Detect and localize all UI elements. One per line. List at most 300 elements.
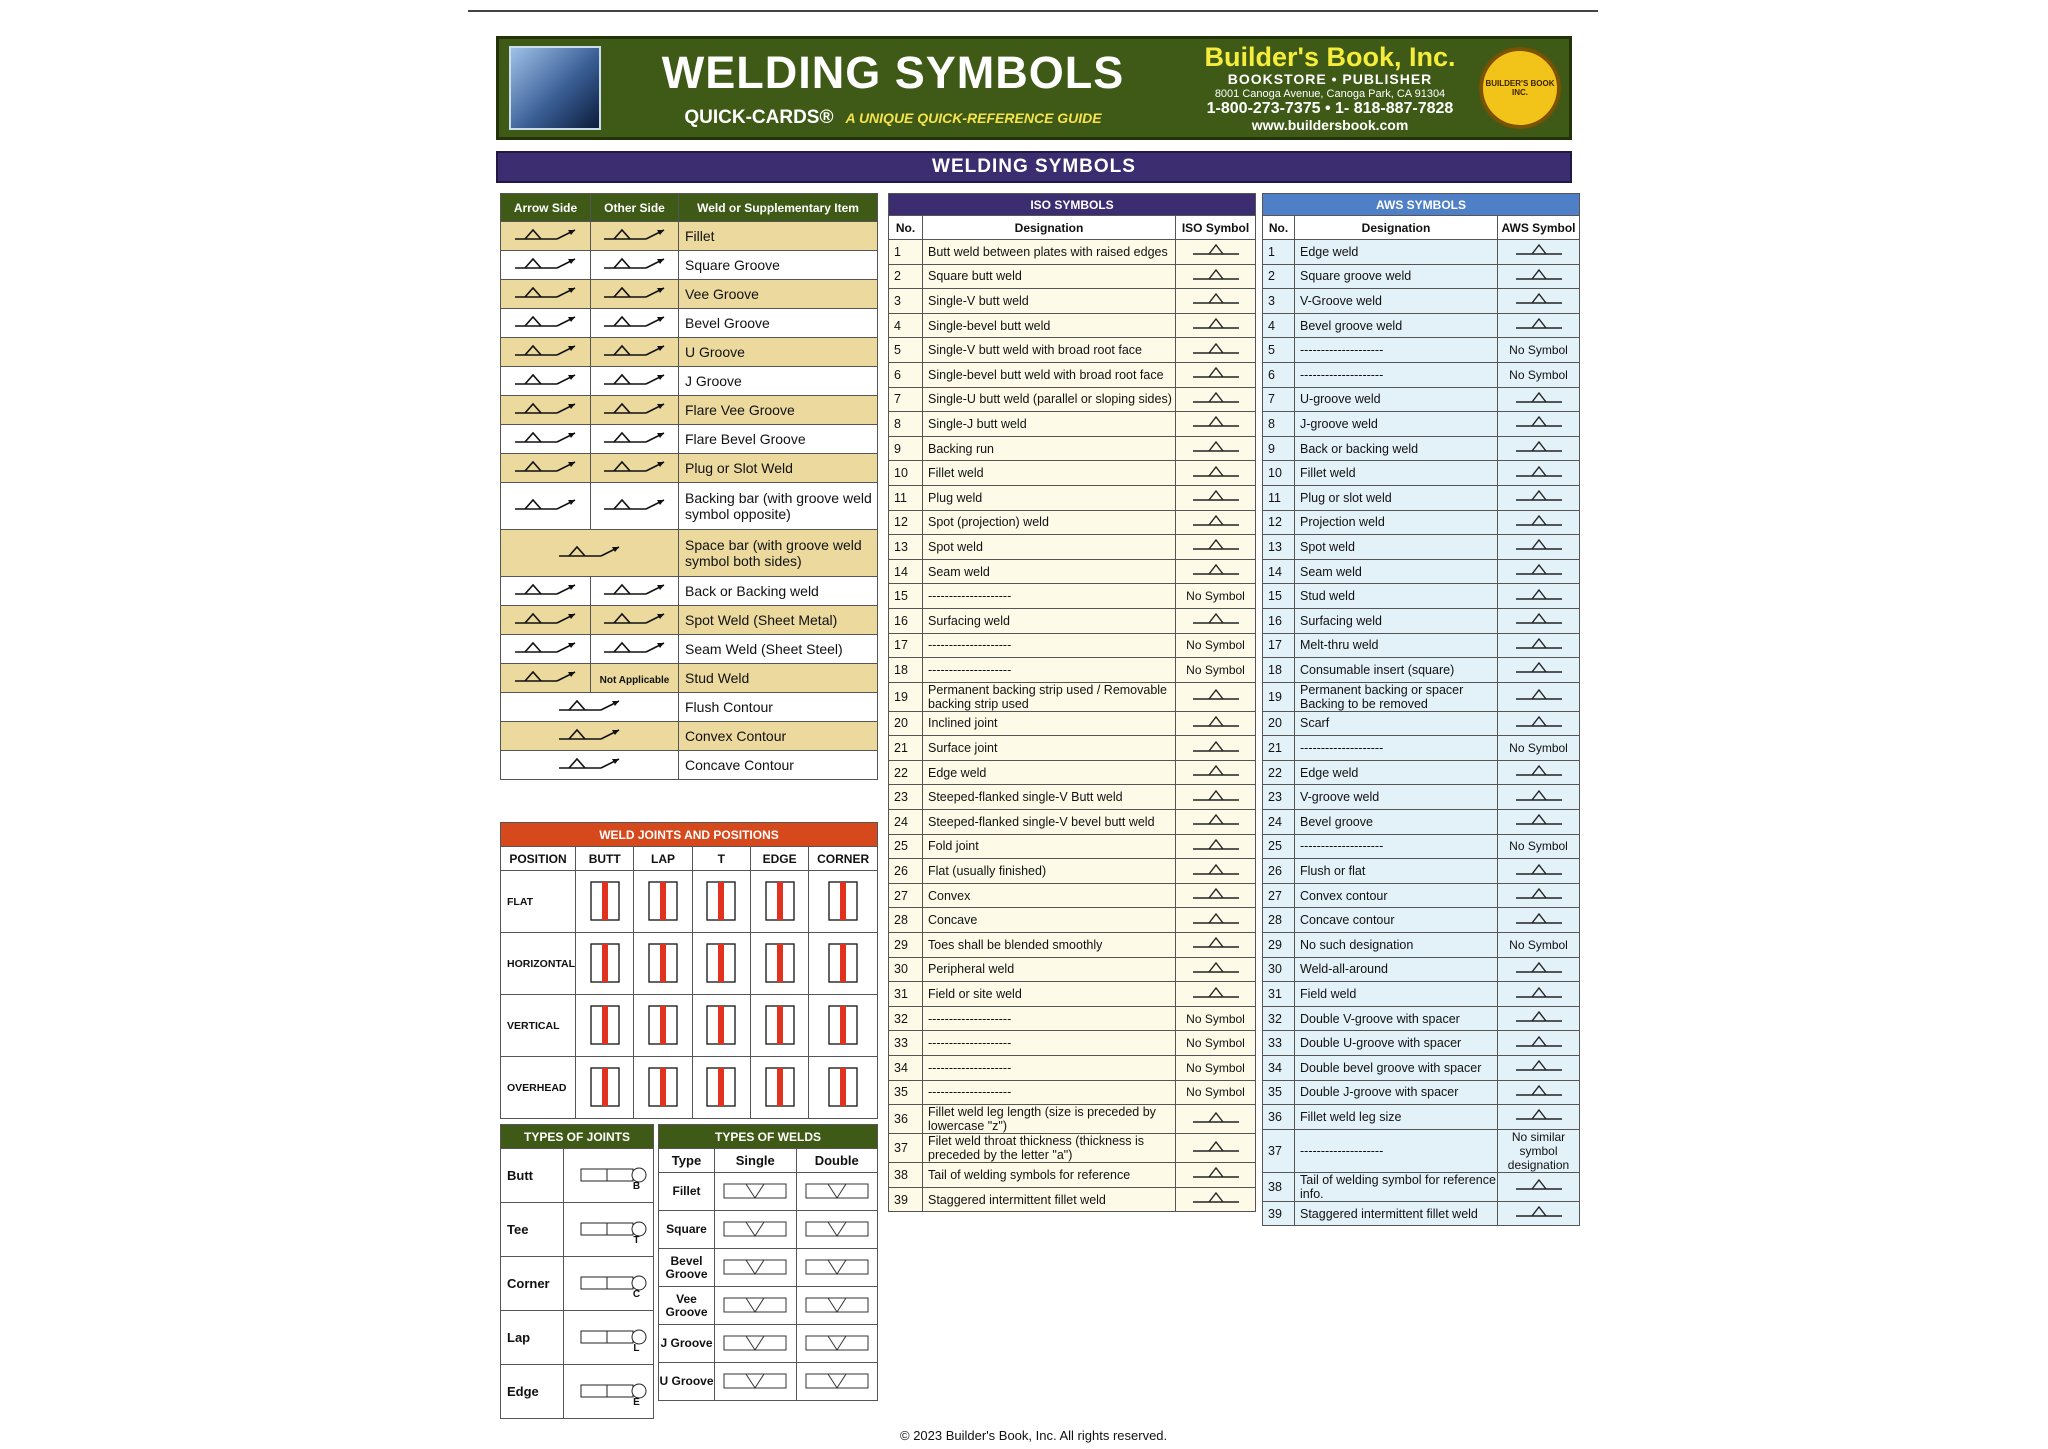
aws-row-symbol (1498, 1080, 1580, 1105)
weld-symbol-icon (1510, 609, 1568, 629)
aws-row-number: 17 (1263, 633, 1295, 658)
weld-profile-icon (720, 1292, 790, 1316)
weld-symbol-icon (1510, 810, 1568, 830)
weld-reference-symbol-icon (511, 283, 581, 305)
other-side-symbol-cell (591, 251, 679, 280)
aws-row-symbol (1498, 1201, 1580, 1226)
weld-reference-symbol-icon (511, 580, 581, 602)
welds-col-double: Double (796, 1149, 878, 1173)
weld-symbol-icon (1510, 462, 1568, 482)
iso-row-designation: Surface joint (923, 736, 1176, 761)
iso-row-number: 20 (889, 711, 923, 736)
publisher-name: Builder's Book, Inc. (1204, 42, 1456, 73)
weld-profile-icon (802, 1216, 872, 1240)
joint-position-icon (758, 998, 802, 1050)
iso-row-designation: Fillet weld leg length (size is preceded by lowercase "z") (923, 1105, 1176, 1134)
weld-reference-symbol-icon (600, 580, 670, 602)
weld-symbol-icon (1510, 412, 1568, 432)
aws-row-designation: Surfacing weld (1295, 608, 1498, 633)
weld-symbol-icon (1510, 884, 1568, 904)
iso-row (889, 535, 1256, 560)
weld-symbol-icon (1187, 884, 1245, 904)
joint-position-icon (641, 998, 685, 1050)
supp-row (501, 309, 878, 338)
aws-row-symbol (1498, 1105, 1580, 1130)
iso-row-symbol (1176, 559, 1256, 584)
arrow-side-symbol-cell (501, 280, 591, 309)
supp-item-label: Convex Contour (679, 722, 878, 751)
weld-symbol-icon (1187, 835, 1245, 855)
weld-symbol-icon (1187, 289, 1245, 309)
aws-row-symbol (1498, 1031, 1580, 1056)
iso-row-number: 1 (889, 240, 923, 265)
aws-row-number: 13 (1263, 535, 1295, 560)
iso-row-number: 24 (889, 810, 923, 835)
aws-row-number: 37 (1263, 1129, 1295, 1172)
joint-type-diagram-cell (563, 1149, 653, 1203)
weld-type-row (659, 1363, 878, 1401)
iso-row-number: 21 (889, 736, 923, 761)
weld-reference-symbol-icon (511, 609, 581, 631)
iso-row (889, 859, 1256, 884)
arrow-side-symbol-cell (501, 577, 591, 606)
weld-profile-icon (802, 1368, 872, 1392)
double-weld-cell (796, 1325, 878, 1363)
iso-row-designation: Fillet weld (923, 461, 1176, 486)
weld-type-row (659, 1325, 878, 1363)
iso-row-number: 6 (889, 362, 923, 387)
aws-row-designation: Bevel groove weld (1295, 313, 1498, 338)
weld-reference-symbol-icon (511, 428, 581, 450)
other-side-symbol-cell (591, 222, 679, 251)
single-weld-cell (715, 1211, 797, 1249)
iso-row-symbol (1176, 412, 1256, 437)
joint-type-label: Lap (501, 1311, 564, 1365)
iso-row-designation: Surfacing weld (923, 608, 1176, 633)
aws-row-designation: Fillet weld (1295, 461, 1498, 486)
weld-symbol-icon (1187, 339, 1245, 359)
supp-item-label: Stud Weld (679, 664, 878, 693)
weld-symbol-icon (1510, 511, 1568, 531)
aws-row-number: 4 (1263, 313, 1295, 338)
iso-row-designation: Field or site weld (923, 982, 1176, 1007)
joint-type-row (501, 1257, 654, 1311)
aws-row-symbol (1498, 412, 1580, 437)
iso-row-designation: Seam weld (923, 559, 1176, 584)
weld-symbol-icon (1187, 388, 1245, 408)
aws-row-number: 16 (1263, 608, 1295, 633)
aws-row-designation: Permanent backing or spacer Backing to be removed (1295, 682, 1498, 711)
iso-row (889, 957, 1256, 982)
iso-row-designation: Spot weld (923, 535, 1176, 560)
iso-row-designation: Edge weld (923, 760, 1176, 785)
both-sides-symbol-cell (501, 693, 679, 722)
iso-row-designation: Single-U butt weld (parallel or sloping sides) (923, 387, 1176, 412)
supp-row (501, 635, 878, 664)
iso-row-number: 23 (889, 785, 923, 810)
aws-row-designation: Field weld (1295, 982, 1498, 1007)
aws-row-symbol (1498, 535, 1580, 560)
iso-row (889, 362, 1256, 387)
iso-row-symbol (1176, 736, 1256, 761)
publisher-website[interactable]: www.buildersbook.com (1251, 117, 1409, 134)
weld-symbol-icon (1510, 685, 1568, 705)
aws-row (1263, 957, 1580, 982)
iso-row (889, 1006, 1256, 1031)
aws-row-number: 10 (1263, 461, 1295, 486)
arrow-side-symbol-cell (501, 396, 591, 425)
iso-col-no: No. (889, 216, 923, 240)
aws-row (1263, 633, 1580, 658)
joint-type-code: C (632, 1289, 641, 1300)
arrow-side-symbol-cell (501, 251, 591, 280)
weld-reference-symbol-icon (600, 254, 670, 276)
weld-symbol-icon (1187, 1137, 1245, 1157)
aws-row (1263, 736, 1580, 761)
arrow-side-symbol-cell (501, 664, 591, 693)
iso-row-designation: Single-bevel butt weld (923, 313, 1176, 338)
single-weld-cell (715, 1325, 797, 1363)
types-of-welds-table (658, 1124, 878, 1401)
aws-row-symbol (1498, 1006, 1580, 1031)
weld-symbol-icon (1510, 437, 1568, 457)
joint-diagram-cell (692, 871, 750, 933)
iso-row-number: 17 (889, 633, 923, 658)
iso-row-designation: Permanent backing strip used / Removable backing strip used (923, 682, 1176, 711)
aws-row-symbol (1498, 711, 1580, 736)
supp-row (501, 722, 878, 751)
weld-reference-symbol-icon (511, 399, 581, 421)
iso-row-symbol (1176, 957, 1256, 982)
aws-row-number: 9 (1263, 436, 1295, 461)
weld-symbol-icon (1510, 1081, 1568, 1101)
aws-row-number: 32 (1263, 1006, 1295, 1031)
weld-reference-symbol-icon (600, 495, 670, 517)
weld-symbol-icon (1510, 1105, 1568, 1125)
supp-row (501, 664, 878, 693)
other-side-symbol-cell (591, 425, 679, 454)
iso-row-symbol: No Symbol (1176, 1080, 1256, 1105)
iso-row (889, 1187, 1256, 1212)
weld-profile-icon (802, 1292, 872, 1316)
aws-row-designation: Stud weld (1295, 584, 1498, 609)
iso-row (889, 883, 1256, 908)
aws-row-number: 30 (1263, 957, 1295, 982)
aws-row-symbol (1498, 485, 1580, 510)
iso-row-number: 26 (889, 859, 923, 884)
aws-row (1263, 436, 1580, 461)
iso-row-number: 2 (889, 264, 923, 289)
supp-item-label: Spot Weld (Sheet Metal) (679, 606, 878, 635)
iso-row-symbol (1176, 240, 1256, 265)
iso-row-designation: -------------------- (923, 1056, 1176, 1081)
iso-row (889, 1105, 1256, 1134)
weld-symbol-icon (1187, 958, 1245, 978)
aws-row (1263, 883, 1580, 908)
joint-position-icon (699, 936, 743, 988)
weld-symbol-icon (1187, 462, 1245, 482)
joint-position-icon (699, 1060, 743, 1112)
joint-position-icon (699, 874, 743, 926)
weld-symbol-icon (1510, 958, 1568, 978)
weld-reference-symbol-icon (600, 225, 670, 247)
iso-row-designation: Filet weld throat thickness (thickness is preceded by the letter "a") (923, 1134, 1176, 1163)
arrow-side-symbol-cell (501, 367, 591, 396)
iso-row-symbol (1176, 883, 1256, 908)
weld-symbol-icon (1510, 658, 1568, 678)
weld-reference-symbol-icon (600, 428, 670, 450)
weld-symbol-icon (1187, 363, 1245, 383)
joints-col-corner: CORNER (809, 847, 878, 871)
weld-symbol-icon (1510, 1175, 1568, 1195)
joint-type-code: E (633, 1397, 640, 1408)
aws-row (1263, 1056, 1580, 1081)
aws-row-designation: U-groove weld (1295, 387, 1498, 412)
aws-row-designation: Weld-all-around (1295, 957, 1498, 982)
weld-symbol-icon (1510, 761, 1568, 781)
iso-row-symbol (1176, 535, 1256, 560)
other-side-symbol-cell (591, 396, 679, 425)
aws-row-designation: -------------------- (1295, 338, 1498, 363)
iso-row-number: 35 (889, 1080, 923, 1105)
iso-row-symbol (1176, 1134, 1256, 1163)
iso-row-symbol (1176, 608, 1256, 633)
iso-row-number: 19 (889, 682, 923, 711)
aws-row (1263, 412, 1580, 437)
aws-row-designation: J-groove weld (1295, 412, 1498, 437)
weld-symbol-icon (1510, 860, 1568, 880)
aws-row-number: 24 (1263, 810, 1295, 835)
iso-row (889, 240, 1256, 265)
iso-row-number: 18 (889, 658, 923, 683)
aws-col-symbol: AWS Symbol (1498, 216, 1580, 240)
joint-position-icon (821, 1060, 865, 1112)
iso-row-designation: Backing run (923, 436, 1176, 461)
weld-symbol-icon (1510, 983, 1568, 1003)
aws-row-designation: Concave contour (1295, 908, 1498, 933)
iso-row-number: 31 (889, 982, 923, 1007)
double-weld-cell (796, 1249, 878, 1287)
iso-row (889, 1031, 1256, 1056)
both-sides-symbol-cell (501, 722, 679, 751)
aws-row-designation: Spot weld (1295, 535, 1498, 560)
supp-row (501, 693, 878, 722)
iso-row-symbol (1176, 313, 1256, 338)
iso-row-symbol (1176, 760, 1256, 785)
iso-row-symbol: No Symbol (1176, 658, 1256, 683)
other-side-symbol-cell (591, 577, 679, 606)
weld-type-row (659, 1287, 878, 1325)
joint-diagram-cell (750, 995, 808, 1057)
other-side-symbol-cell (591, 309, 679, 338)
aws-row-designation: Double J-groove with spacer (1295, 1080, 1498, 1105)
joint-position-icon (583, 998, 627, 1050)
weld-symbol-icon (1187, 712, 1245, 732)
joints-col-butt: BUTT (576, 847, 634, 871)
iso-row (889, 908, 1256, 933)
both-sides-symbol-cell (501, 530, 679, 577)
weld-symbol-icon (1510, 560, 1568, 580)
aws-row-symbol (1498, 510, 1580, 535)
iso-row-symbol: No Symbol (1176, 1056, 1256, 1081)
weld-symbol-icon (1510, 1007, 1568, 1027)
aws-row (1263, 859, 1580, 884)
weld-symbol-icon (1510, 909, 1568, 929)
iso-row-designation: Steeped-flanked single-V Butt weld (923, 785, 1176, 810)
iso-row-designation: -------------------- (923, 658, 1176, 683)
iso-row-number: 10 (889, 461, 923, 486)
supp-item-label: Concave Contour (679, 751, 878, 780)
weld-type-label: U Groove (659, 1363, 715, 1401)
aws-row-symbol (1498, 859, 1580, 884)
joint-type-label: Corner (501, 1257, 564, 1311)
joint-type-diagram-cell (563, 1311, 653, 1365)
weld-reference-symbol-icon (511, 341, 581, 363)
welds-col-type: Type (659, 1149, 715, 1173)
weld-symbol-icon (1187, 761, 1245, 781)
weld-symbol-icon (1187, 486, 1245, 506)
joint-position-row (501, 995, 878, 1057)
position-label: HORIZONTAL (501, 933, 576, 995)
iso-row-number: 9 (889, 436, 923, 461)
aws-row (1263, 1031, 1580, 1056)
iso-row-designation: Single-bevel butt weld with broad root face (923, 362, 1176, 387)
joint-type-label: Tee (501, 1203, 564, 1257)
weld-symbol-icon (1510, 289, 1568, 309)
aws-row-number: 14 (1263, 559, 1295, 584)
iso-row-symbol (1176, 387, 1256, 412)
aws-col-no: No. (1263, 216, 1295, 240)
weld-type-label: Square (659, 1211, 715, 1249)
aws-row-designation: Plug or slot weld (1295, 485, 1498, 510)
aws-row-number: 1 (1263, 240, 1295, 265)
aws-row-number: 35 (1263, 1080, 1295, 1105)
aws-row-number: 12 (1263, 510, 1295, 535)
joint-diagram-cell (750, 933, 808, 995)
iso-row (889, 1163, 1256, 1188)
aws-row-designation: -------------------- (1295, 736, 1498, 761)
iso-row-symbol (1176, 289, 1256, 314)
iso-row-designation: Peripheral weld (923, 957, 1176, 982)
supp-row (501, 483, 878, 530)
weld-reference-symbol-icon (555, 725, 625, 747)
other-side-symbol-cell (591, 454, 679, 483)
aws-row (1263, 264, 1580, 289)
weld-joints-positions-table (500, 822, 878, 1119)
aws-row-number: 21 (1263, 736, 1295, 761)
arrow-side-symbol-cell (501, 222, 591, 251)
iso-row (889, 785, 1256, 810)
types-joints-title: TYPES OF JOINTS (501, 1125, 654, 1149)
iso-row-number: 28 (889, 908, 923, 933)
aws-row-symbol: No Symbol (1498, 736, 1580, 761)
aws-row-symbol (1498, 240, 1580, 265)
weld-symbol-icon (1510, 486, 1568, 506)
supp-row (501, 425, 878, 454)
iso-row (889, 608, 1256, 633)
joints-col-edge: EDGE (750, 847, 808, 871)
aws-row-designation: -------------------- (1295, 1129, 1498, 1172)
joint-position-icon (583, 936, 627, 988)
other-side-symbol-cell (591, 483, 679, 530)
joint-diagram-cell (634, 871, 692, 933)
aws-row-symbol (1498, 908, 1580, 933)
weld-reference-symbol-icon (511, 370, 581, 392)
aws-row (1263, 1172, 1580, 1201)
aws-row-designation: Square groove weld (1295, 264, 1498, 289)
joint-diagram-cell (809, 871, 878, 933)
iso-row-number: 11 (889, 485, 923, 510)
aws-row (1263, 338, 1580, 363)
joint-position-icon (758, 936, 802, 988)
aws-row-number: 22 (1263, 760, 1295, 785)
aws-row (1263, 908, 1580, 933)
joint-diagram-cell (692, 1057, 750, 1119)
other-side-symbol-cell (591, 664, 679, 693)
weld-symbol-icon (1510, 314, 1568, 334)
aws-row-number: 34 (1263, 1056, 1295, 1081)
weld-symbol-icon (1510, 1056, 1568, 1076)
iso-row-designation: Single-V butt weld (923, 289, 1176, 314)
arrow-side-symbol-cell (501, 309, 591, 338)
aws-row-number: 36 (1263, 1105, 1295, 1130)
card-subtitle: QUICK-CARDS® (684, 107, 834, 128)
weld-symbol-icon (1187, 240, 1245, 260)
aws-row (1263, 1080, 1580, 1105)
iso-row-number: 27 (889, 883, 923, 908)
joint-type-label: Edge (501, 1365, 564, 1419)
joint-diagram-cell (634, 1057, 692, 1119)
supp-item-label: Fillet (679, 222, 878, 251)
iso-row-symbol (1176, 682, 1256, 711)
iso-row-designation: Flat (usually finished) (923, 859, 1176, 884)
iso-row (889, 633, 1256, 658)
iso-row (889, 982, 1256, 1007)
aws-title: AWS SYMBOLS (1263, 194, 1580, 216)
iso-row (889, 510, 1256, 535)
aws-row (1263, 535, 1580, 560)
weld-symbol-icon (1187, 609, 1245, 629)
joint-position-icon (583, 1060, 627, 1112)
aws-row-symbol (1498, 957, 1580, 982)
joint-diagram-cell (634, 995, 692, 1057)
joint-position-icon (699, 998, 743, 1050)
top-rule (468, 10, 1598, 12)
not-applicable-label: Not Applicable (599, 674, 670, 686)
iso-row-number: 33 (889, 1031, 923, 1056)
iso-row-symbol (1176, 436, 1256, 461)
aws-row-number: 19 (1263, 682, 1295, 711)
iso-row-number: 34 (889, 1056, 923, 1081)
aws-row-symbol (1498, 658, 1580, 683)
weld-reference-symbol-icon (600, 312, 670, 334)
iso-row-designation: Square butt weld (923, 264, 1176, 289)
copyright-notice: © 2023 Builder's Book, Inc. All rights reserved. (900, 1428, 1168, 1443)
weld-symbol-icon (1187, 1108, 1245, 1128)
aws-row-symbol (1498, 1056, 1580, 1081)
weld-reference-symbol-icon (511, 254, 581, 276)
aws-col-designation: Designation (1295, 216, 1498, 240)
aws-row (1263, 461, 1580, 486)
iso-row-symbol (1176, 810, 1256, 835)
aws-row (1263, 1201, 1580, 1226)
aws-row (1263, 658, 1580, 683)
iso-row-symbol (1176, 485, 1256, 510)
supp-item-label: Square Groove (679, 251, 878, 280)
aws-row-designation: Double bevel groove with spacer (1295, 1056, 1498, 1081)
joint-position-row (501, 871, 878, 933)
aws-row-number: 7 (1263, 387, 1295, 412)
